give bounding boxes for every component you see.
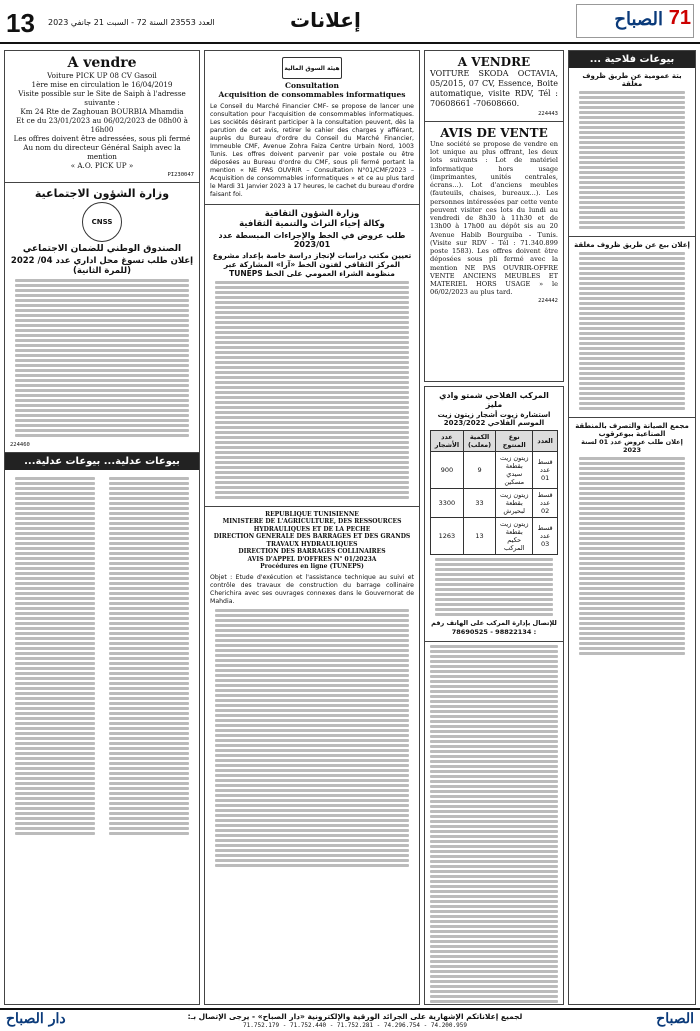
issue-info: العدد 23553 السنة 72 - السبت 21 جانفي 2023 <box>48 18 215 27</box>
footer-logo-right: الصباح <box>656 1011 694 1027</box>
vendre-line: Km 24 Rte de Zaghouan BOURBIA Mhamdia <box>20 107 184 116</box>
ad-reference: 224443 <box>538 111 558 117</box>
footer-contacts: 71.752.179 - 71.752.440 - 71.752.281 - 74.296.754 - 74.200.959 <box>243 1022 467 1029</box>
skoda-text: VOITURE SKODA OCTAVIA, 05/2015, 07 CV, Essence, Boite automatique, visite RDV, Tél : 70608661 -70608660. <box>430 69 558 108</box>
cell: قسط عدد 03 <box>533 518 558 555</box>
culture-tender-ad <box>205 205 419 507</box>
col-header: العدد <box>533 431 558 452</box>
cell: 9 <box>463 452 495 489</box>
cell: 33 <box>463 489 495 518</box>
vendre-line: Les offres doivent être adressées, sous pli fermé <box>13 134 191 143</box>
logo-number: 71 <box>668 7 691 29</box>
cmf-org-name: هيئة السوق المالية <box>284 64 340 72</box>
vendre-line: « A.O. PICK UP » <box>70 161 134 170</box>
rep-line: MINISTERE DE L'AGRICULTURE, DES RESSOURCES HYDRAULIQUES ET DE LA PECHE <box>222 518 402 533</box>
body-text <box>210 278 414 502</box>
page-number: 13 <box>6 8 35 38</box>
rep-line: DIRECTION GENERALE DES BARRAGES ET DES GRANDS TRAVAUX HYDRAULIQUES <box>213 533 411 548</box>
consult-subtitle: Acquisition de consommables informatiques <box>218 90 406 100</box>
body-text <box>10 276 194 440</box>
ad-reference: 224460 <box>10 442 30 448</box>
vendre-line: Voiture PICK UP 08 CV Gasoil <box>47 71 157 80</box>
olive-org: المركب الفلاحي شمتو وادي مليز <box>439 391 549 409</box>
ministry-name: وزارة الشؤون الاجتماعية <box>34 187 170 200</box>
judicial-sales-listings <box>5 470 199 842</box>
col-header: الكمية (معلب) <box>463 431 495 452</box>
cell: 1263 <box>431 518 464 555</box>
skoda-ad <box>425 51 563 122</box>
judicial-sales-band: بيوعات عدلية... بيوعات عدلية... <box>5 453 199 470</box>
agri-section <box>569 237 695 418</box>
vendre-pickup-ad <box>5 51 199 183</box>
skoda-title: A VENDRE <box>457 55 531 69</box>
body-text <box>210 606 414 870</box>
avis-vente-ad <box>425 122 563 308</box>
cmf-logo-icon <box>282 57 342 79</box>
vendre-line: Et ce du 23/01/2023 au 06/02/2023 de 08h00 à 16h00 <box>16 116 188 134</box>
rep-object: Objet : Etude d'exécution et l'assistance technique au suivi et contrôle des travaux de construction du barrage collinaire Cherichira avec ses ouvrages connexes dans le Gouvernorat de Mahdia. <box>210 573 414 605</box>
olive-title: استشارة زيوت أشجار زيتون زيت الموسم الفلاحي 2023/2022 <box>437 411 551 427</box>
rep-line: AVIS D'APPEL D'OFFRES N° 01/2023A <box>247 555 377 563</box>
page-footer <box>0 1008 700 1031</box>
ad-reference: 224442 <box>538 298 558 305</box>
col-header: عدد الأشجار <box>431 431 464 452</box>
table-row <box>431 518 558 555</box>
olive-consultation-ad <box>424 386 564 1005</box>
vente-title: AVIS DE VENTE <box>440 126 548 140</box>
agri-section <box>569 418 695 662</box>
ministry-emblem-icon: CNSS <box>82 202 122 242</box>
table-row <box>431 452 558 489</box>
newspaper-logo <box>576 4 694 38</box>
footer-main-text: لجميع إعلاناتكم الإشهارية على الجرائد الورقية والإلكترونية «دار الصباح» - يرجى الإتصال بـ: <box>187 1012 523 1021</box>
culture-ministry: وزارة الشؤون الثقافية <box>264 208 360 219</box>
culture-agency: وكالة إحياء التراث والتنمية الثقافية <box>239 218 385 229</box>
body-text <box>430 555 558 619</box>
cell: 900 <box>431 452 464 489</box>
olive-header <box>425 387 563 642</box>
agri-section <box>569 68 695 237</box>
vendre-line: 1ère mise en circulation le 16/04/2019 <box>31 80 173 89</box>
agri-heading: إعلان بيع عن طريق ظروف مغلقة <box>574 241 690 249</box>
cmf-consultation-ad <box>205 51 419 205</box>
body-text <box>425 642 563 1005</box>
ad-reference: PI230047 <box>167 172 194 178</box>
vendre-line: Visite possible sur le Site de Saiph à l'adresse suivante : <box>18 89 186 107</box>
footer-logo-left: دار الصباح <box>6 1011 66 1027</box>
left-column <box>4 50 200 1005</box>
cell: زيتون زيت بقطعة سيدي مسكين <box>496 452 533 489</box>
consult-title: Consultation <box>284 81 340 90</box>
cell: قسط عدد 01 <box>533 452 558 489</box>
rep-line: Procédures en ligne (TUNEPS) <box>260 563 364 570</box>
agri-heading: بتة عمومية عن طريق ظروف مغلقة <box>582 72 682 88</box>
cell: 3300 <box>431 489 464 518</box>
rep-line: REPUBLIQUE TUNISIENNE <box>265 510 359 518</box>
page-header <box>0 0 700 44</box>
table-row <box>431 489 558 518</box>
cell: قسط عدد 02 <box>533 489 558 518</box>
vendre-line: Au nom du directeur Général Saiph avec la mention <box>23 143 181 161</box>
col-header: نوع المنتوج <box>496 431 533 452</box>
culture-title: طلب عروض في الخط والإجراءات المبسطة عدد 2023/01 <box>218 230 406 249</box>
right-column <box>568 50 696 1005</box>
fund-name: الصندوق الوطني للضمان الاجتماعي <box>22 244 182 254</box>
logo-text: الصباح <box>614 9 663 30</box>
section-title: إعلانات <box>290 8 361 32</box>
cell: زيتون زيت بقطعة حكيم المركب <box>496 518 533 555</box>
agri-heading: مجمع الصيانة والتصرف بالمنطقة الصناعية ببوعرقوب <box>575 422 689 438</box>
tender-title: إعلان طلب تسوغ محل اداري عدد 04/ 2022 (للمرة الثانية) <box>10 256 194 276</box>
agri-heading: إعلان طلب عروض عدد 01 لسنة 2023 <box>581 438 683 454</box>
middle-column <box>204 50 420 1005</box>
vente-text: Une société se propose de vendre en lot unique au plus offrant, les deux lots suivants : Lot de matériel informatique hors usage (imprimantes, unités centrales, écrans...). Lot d'anciens meubles (fauteuils, chaises, bureaux...). Les personnes intéressées par cette vente peuvent visiter ces lots du lundi au vendredi de 8h30 à 11h30 et de 13h00 à 17h00 au dépôt sis au 20 Avenue Habib Bourguiba - Tunis. (Visite sur RDV - Tél : 71.340.899 poste 1583). Les offres doivent être déposées sous pli fermé avec la mention NE PAS OUVRIR-OFFRE VENTE ANCIENS MEUBLES ET MATERIEL HORS USAGE » le 06/02/2023 au plus tard. <box>430 140 558 297</box>
right-center-column <box>424 50 564 382</box>
barrages-tender-ad <box>205 507 419 874</box>
vendre-title: A vendre <box>67 55 137 71</box>
olive-phone: للإتصال بإدارة المركب على الهاتف رقم : 98822134 - 78690525 <box>431 619 557 636</box>
culture-subtitle: تعيين مكتب دراسات لإنجاز دراسة خاصة بإعداد مشروع المركز الثقافي لفنون الخط «آرا» المشاركة عبر منظومة الشراء العمومي على الخط TUNEPS <box>212 250 412 278</box>
olive-table <box>430 430 558 555</box>
cell: 13 <box>463 518 495 555</box>
rep-line: DIRECTION DES BARRAGES COLLINAIRES <box>238 548 386 555</box>
agri-sales-band: بيوعات فلاحية ... <box>569 51 695 68</box>
social-affairs-ad <box>5 183 199 453</box>
cell: زيتون زيت بقطعة لبحيرش <box>496 489 533 518</box>
consult-body: Le Conseil du Marché Financier CMF- se propose de lancer une consultation pour l'acquisition de consommables informatiques. Les sociétés désirant participer à la consultation peuvent, dès la parution de cet avis, retirer le cahier des charges y afférant, auprès du Bureau d'ordre du Conseil du Marché Financier, Immeuble CMF, Avenue Zohra Faiza Centre Urbain Nord, 1003 Tunis. Les offres doivent parvenir par voie postale ou être déposées au Bureau d'ordre du CMF, sous pli fermé portant la mention « NE PAS OUVRIR – Consultation N°01/CMF/2023 – Acquisition de consommables informatiques » et ce au plus tard le Mardi 31 Janvier 2023 à 17 heures, le cachet du bureau d'ordre faisant foi. <box>210 102 414 199</box>
